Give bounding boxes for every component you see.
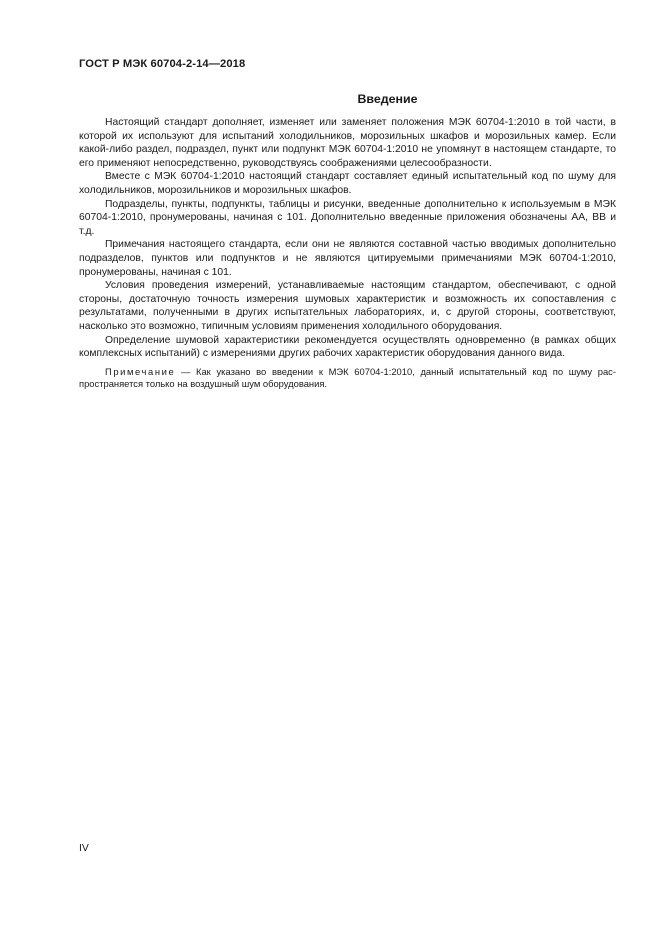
paragraph: Определение шумовой характеристики рекомендуется осуществлять одновременно (в рамках общих комплексных испытаний) с измерениями других рабочих характеристик оборудования данного вида. bbox=[79, 334, 616, 360]
paragraph: Условия проведения измерений, устанавливаемые настоящим стандартом, обеспечивают, с одной стороны, достаточную точность измерения шумовых характеристик и возможность их сопоставления с результатами, полученными в других испытательных лабораториях, и, с другой стороны, соответствуют, насколько это возможно, типичным условиям применения холодильного оборудования. bbox=[79, 280, 616, 332]
paragraph: Примечания настоящего стандарта, если они не являются составной частью вводимых дополнительно подразделов, пунктов или подпунктов и не являются цитируемыми примечаниями МЭК 60704-1:2010, пронумерованы, начиная с 101. bbox=[79, 239, 616, 278]
note bbox=[79, 366, 616, 391]
paragraph: Настоящий стандарт дополняет, изменяет или заменяет положения МЭК 60704-1:2010 в той части, в которой их используют для испытаний холодильников, морозильных шкафов и морозильных камер. Если какой-либо раздел, подраздел, пункт или подпункт МЭК 60704-1:2010 не упомянут в настоящем стандарте, то его применяют непосредственно, руководствуясь соображениями целесообразности. bbox=[79, 117, 616, 169]
body-text bbox=[79, 116, 616, 391]
page-number: IV bbox=[79, 843, 89, 854]
section-title: Введение bbox=[357, 92, 418, 106]
paragraph: Вместе с МЭК 60704-1:2010 настоящий стандарт составляет единый испытательный код по шуму для холодильников, морозильников и морозильных шкафов. bbox=[79, 171, 616, 196]
paragraph: Подразделы, пункты, подпункты, таблицы и рисунки, введенные дополнительно к используемым в МЭК 60704-1:2010, пронумерованы, начиная с 101. Дополнительно введенные приложения обозначены АА, ВВ и т.д. bbox=[79, 198, 616, 237]
note-label: Примечание bbox=[105, 365, 176, 377]
running-header: ГОСТ Р МЭК 60704-2-14—2018 bbox=[79, 58, 246, 70]
note-text: — Как указано во введении к МЭК 60704-1:2010, данный испытательный код по шуму распространяется только на воздушный шум оборудования. bbox=[79, 365, 616, 390]
